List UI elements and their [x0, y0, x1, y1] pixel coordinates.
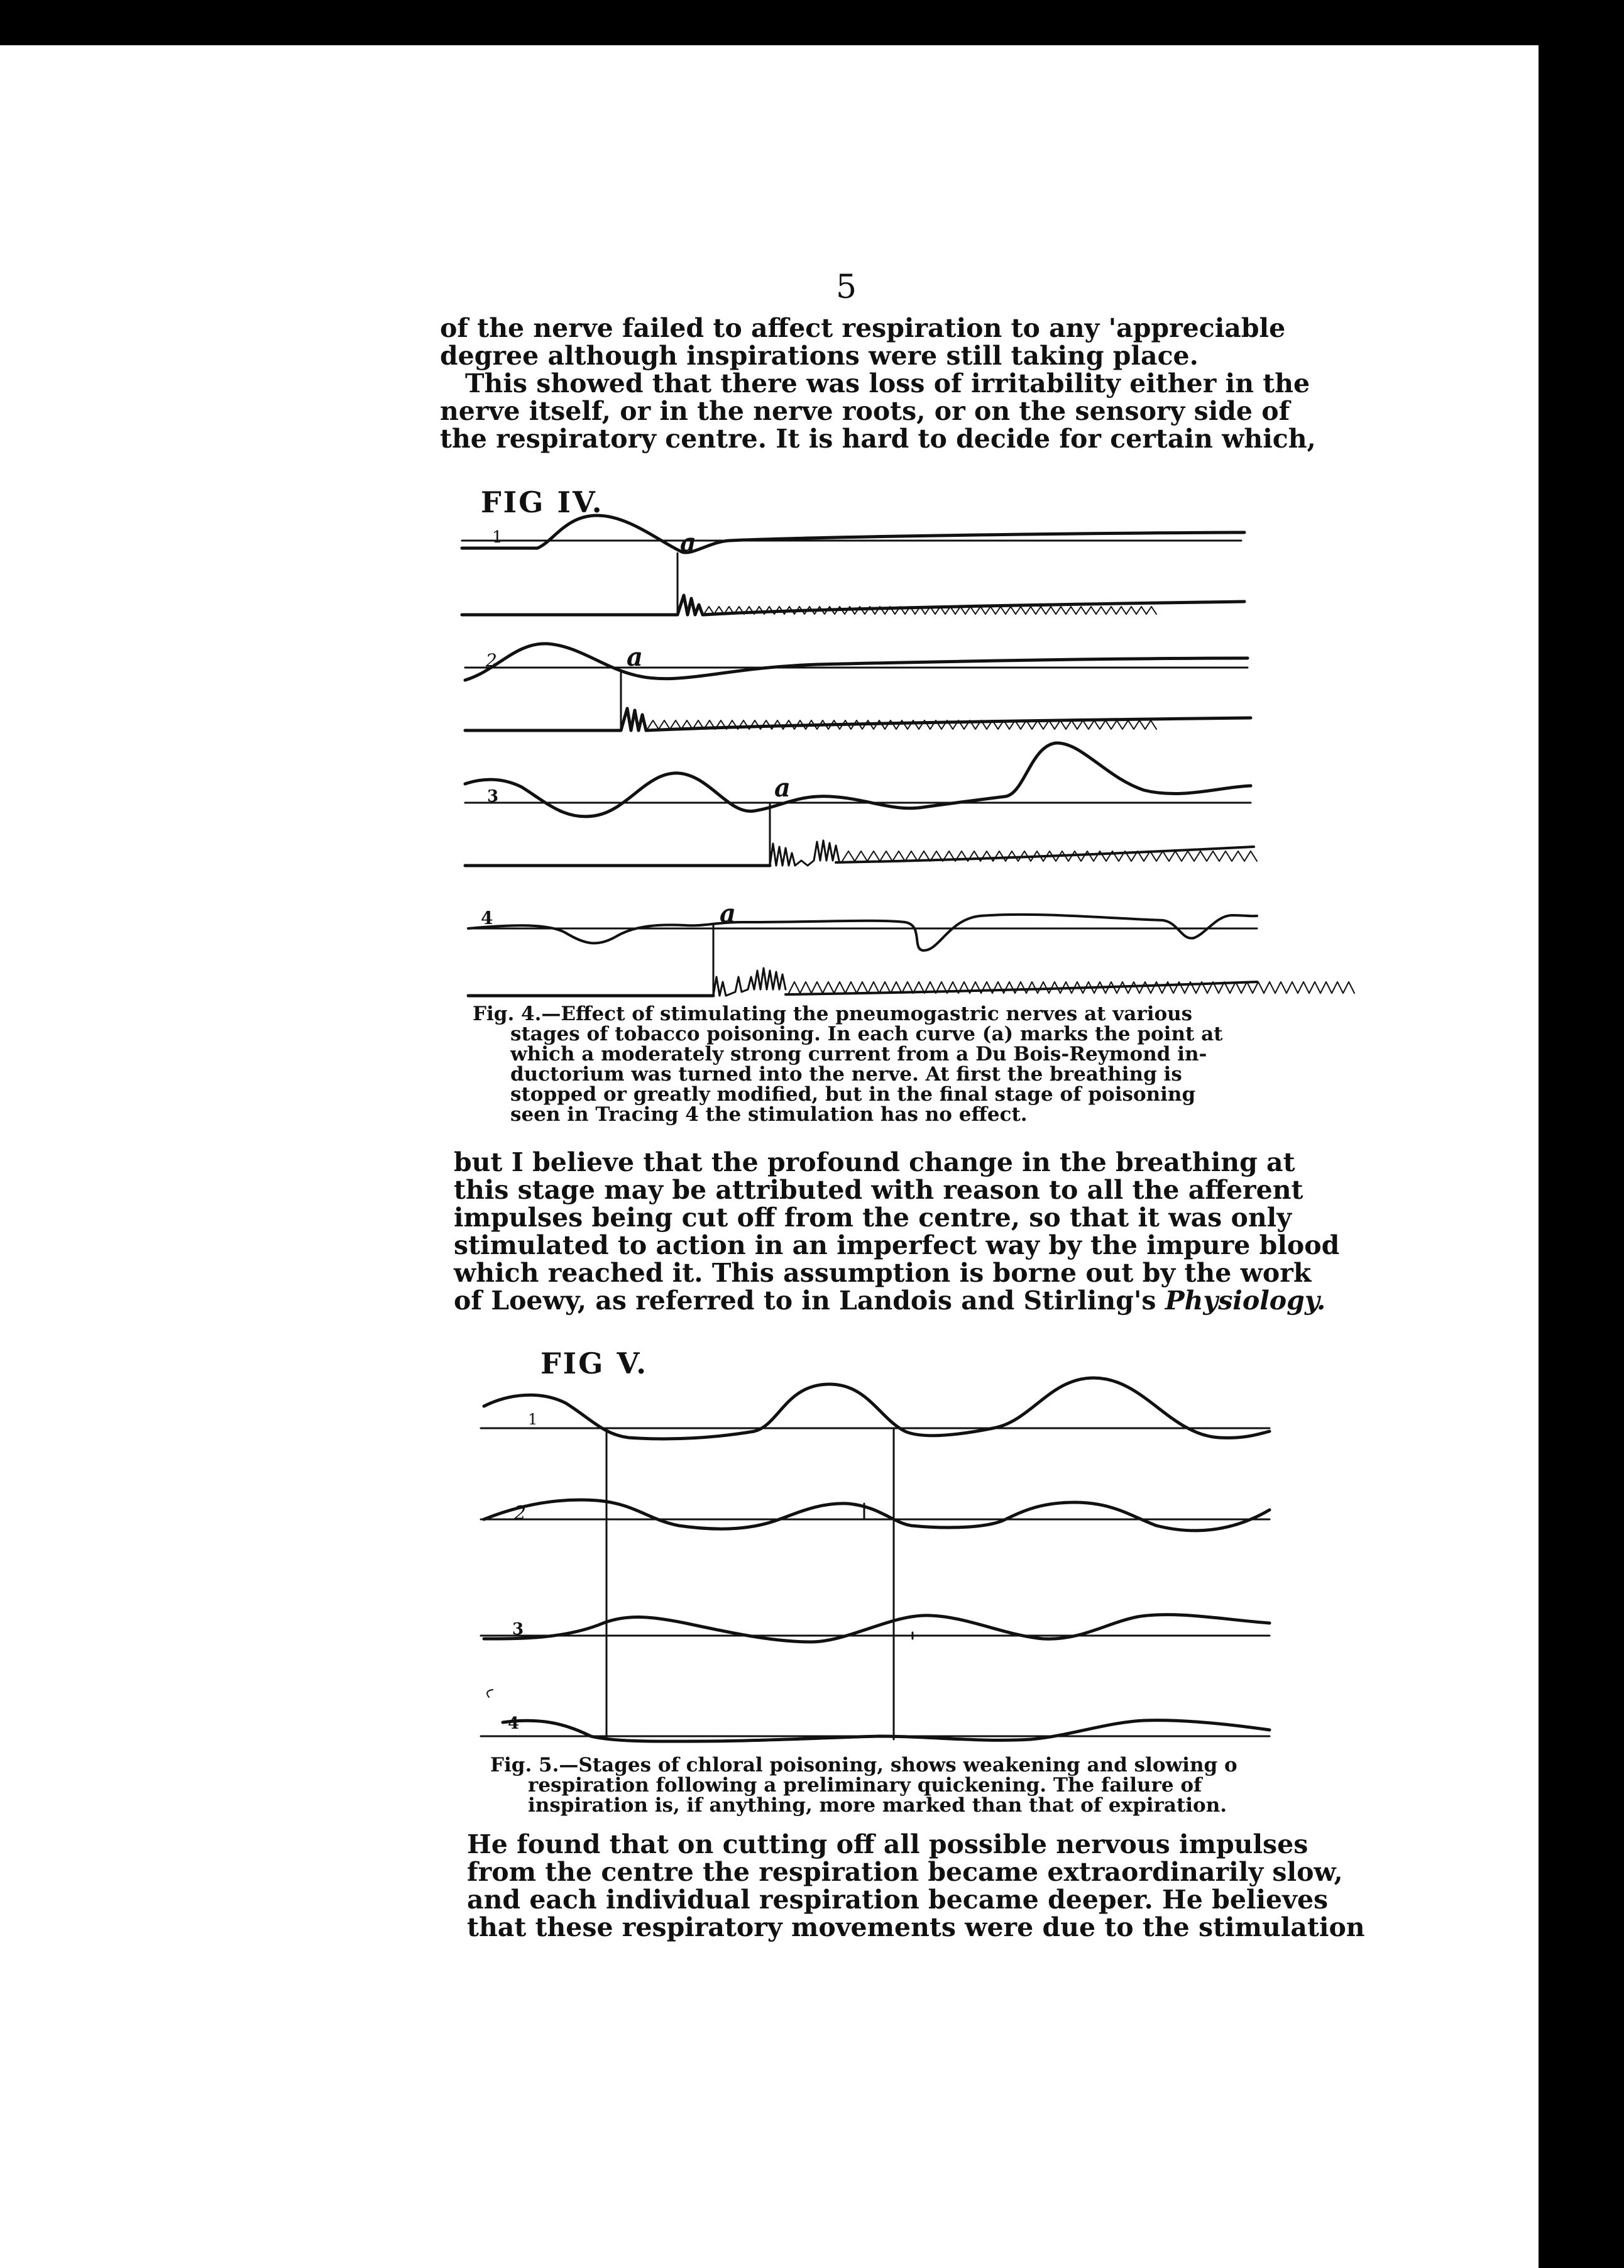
- text-line: the respiratory centre. It is hard to decide for certain which,: [440, 424, 1316, 454]
- paragraph-middle: [454, 1147, 1340, 1316]
- text-line: that these respiratory movements were due to the stimulation: [467, 1912, 1365, 1942]
- text-line: and each individual respiration became deeper. He believes: [467, 1885, 1329, 1915]
- figure-5-label: FIG V.: [540, 1346, 649, 1380]
- text-line: [454, 1285, 1326, 1316]
- caption-line: ductorium was turned into the nerve. At first the breathing is: [510, 1063, 1182, 1086]
- text-line: of the nerve failed to affect respiration to any 'appreciable: [440, 313, 1286, 343]
- figure-4-label: FIG IV.: [481, 485, 604, 519]
- paragraph-bottom: [467, 1829, 1365, 1942]
- tracing-4: [468, 915, 1354, 996]
- trace-number-1: 1: [492, 528, 503, 547]
- fig5-trace-number-4: 4: [508, 1714, 520, 1733]
- caption-line: Fig. 5.—Stages of chloral poisoning, shows weakening and slowing o: [490, 1754, 1237, 1776]
- caption-line: seen in Tracing 4 the stimulation has no effect.: [510, 1103, 1028, 1126]
- stimulus-mark-a: a: [720, 899, 736, 928]
- stimulus-mark-a: a: [627, 642, 643, 672]
- text-line: stimulated to action in an imperfect way by the impure blood: [454, 1230, 1340, 1260]
- fig5-tracing-1: [481, 1378, 1270, 1439]
- tracing-2: [465, 644, 1251, 730]
- trace-number-3: 3: [487, 787, 499, 806]
- text-run: of Loewy, as referred to in Landois and Stirling's: [454, 1285, 1165, 1316]
- book-title: Physiology.: [1165, 1285, 1326, 1316]
- stimulus-mark-a: a: [774, 773, 791, 803]
- page-number: 5: [836, 268, 857, 306]
- figure-5-caption: [490, 1755, 1237, 1815]
- tracing-1: [462, 515, 1244, 615]
- document-page: [0, 45, 1539, 2268]
- caption-line: respiration following a preliminary quickening. The failure of: [528, 1774, 1202, 1797]
- caption-line: Fig. 4.—Effect of stimulating the pneumogastric nerves at various: [473, 1003, 1193, 1025]
- fig5-tracing-3: [481, 1615, 1270, 1642]
- fig5-trace-number-3: 3: [512, 1620, 524, 1639]
- fig5-tracing-4: [481, 1690, 1270, 1741]
- text-line: He found that on cutting off all possible nervous impulses: [467, 1829, 1309, 1859]
- text-line: which reached it. This assumption is borne out by the work: [454, 1258, 1312, 1288]
- caption-line: stopped or greatly modified, but in the final stage of poisoning: [510, 1083, 1196, 1106]
- text-line: but I believe that the profound change in the breathing at: [454, 1147, 1295, 1177]
- caption-line: inspiration is, if anything, more marked than that of expiration.: [528, 1794, 1227, 1817]
- text-line: impulses being cut off from the centre, so that it was only: [454, 1203, 1292, 1233]
- stimulus-mark-a: a: [680, 528, 696, 558]
- text-line: this stage may be attributed with reason to all the afferent: [454, 1175, 1303, 1205]
- text-line: nerve itself, or in the nerve roots, or on the sensory side of: [440, 396, 1290, 426]
- caption-line: which a moderately strong current from a Du Bois-Reymond in-: [510, 1043, 1207, 1065]
- fig5-trace-number-1: 1: [528, 1411, 538, 1428]
- trace-number-2: 2: [486, 650, 497, 671]
- tracing-3: [465, 743, 1257, 866]
- fig5-trace-number-2: 2: [514, 1502, 527, 1524]
- figure-4-caption: [473, 1004, 1223, 1125]
- text-line: degree although inspirations were still taking place.: [440, 341, 1199, 371]
- trace-number-4: 4: [481, 908, 493, 928]
- text-line: from the centre the respiration became extraordinarily slow,: [467, 1857, 1343, 1887]
- text-line: This showed that there was loss of irritability either in the: [465, 368, 1310, 399]
- caption-line: stages of tobacco poisoning. In each curve (a) marks the point at: [510, 1023, 1223, 1045]
- fig5-tracing-2: [481, 1500, 1270, 1531]
